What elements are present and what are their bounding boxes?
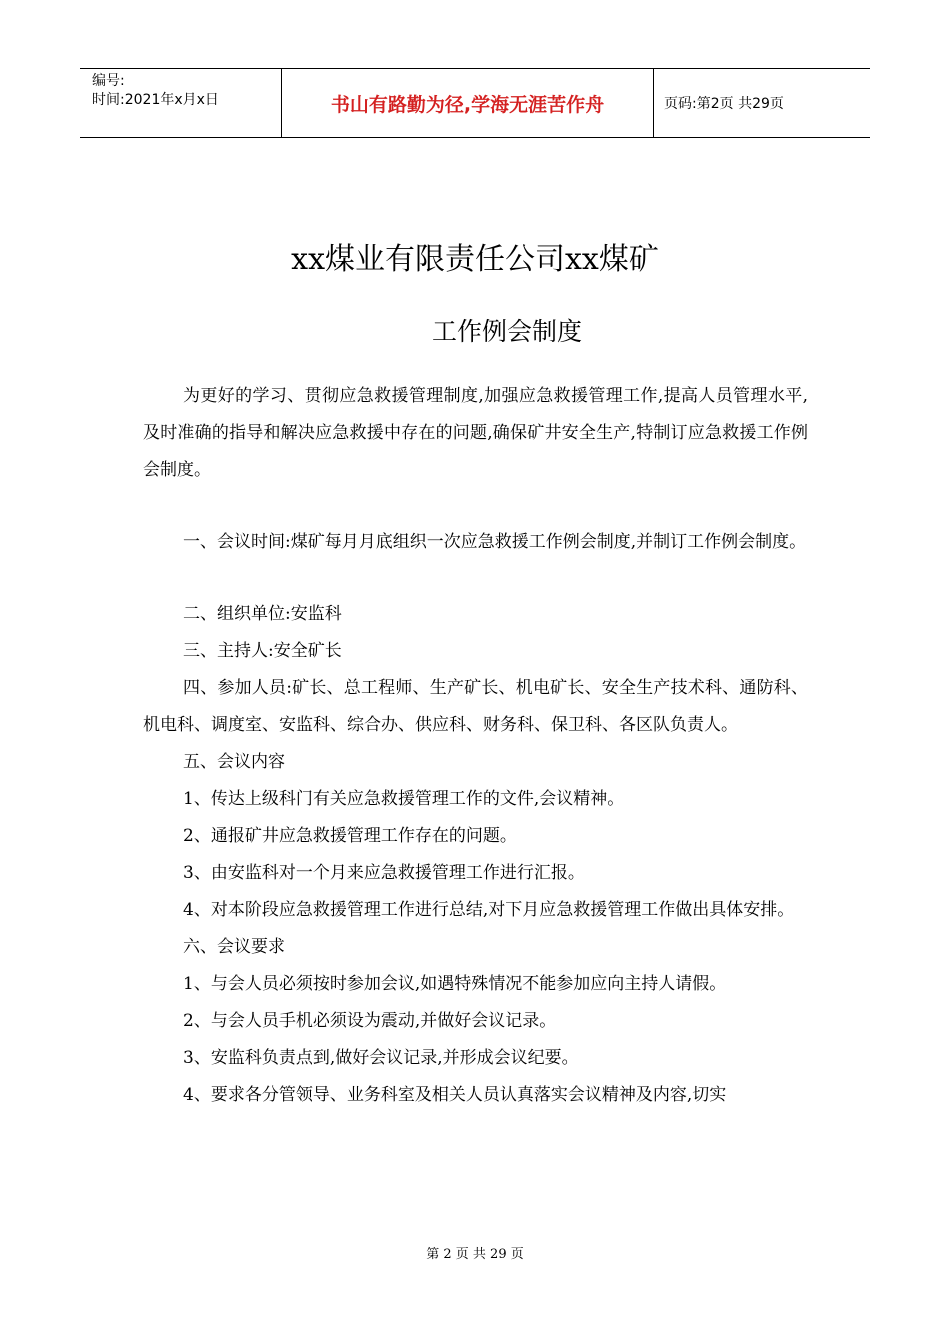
content-item: 4、对本阶段应急救援管理工作进行总结,对下月应急救援管理工作做出具体安排。 [183, 900, 795, 920]
header-motto: 书山有路勤为径,学海无涯苦作舟 [281, 69, 654, 137]
doc-date-label: 时间:2021年x月x日 [92, 92, 219, 108]
header-page-number: 页码:第2页 共29页 [664, 96, 784, 112]
requirement-item: 1、与会人员必须按时参加会议,如遇特殊情况不能参加应向主持人请假。 [183, 974, 727, 994]
document-subtitle: 工作例会制度 [432, 317, 583, 346]
section-requirements-heading: 六、会议要求 [183, 937, 285, 957]
content-item: 3、由安监科对一个月来应急救援管理工作进行汇报。 [183, 863, 585, 883]
content-item: 1、传达上级科门有关应急救援管理工作的文件,会议精神。 [183, 789, 625, 809]
paragraph-gap [143, 561, 808, 596]
page-header [80, 68, 870, 138]
document-body [143, 378, 808, 1114]
content-item: 2、通报矿井应急救援管理工作存在的问题。 [183, 826, 517, 846]
requirement-item: 2、与会人员手机必须设为震动,并做好会议记录。 [183, 1011, 557, 1031]
page-footer: 第 2 页 共 29 页 [426, 1247, 524, 1262]
header-meta [80, 69, 281, 137]
section-content-heading: 五、会议内容 [183, 752, 285, 772]
doc-code-label: 编号: [92, 73, 125, 89]
paragraph-gap [143, 489, 808, 524]
requirement-item: 4、要求各分管领导、业务科室及相关人员认真落实会议精神及内容,切实 [183, 1085, 727, 1105]
requirement-item: 3、安监科负责点到,做好会议记录,并形成会议纪要。 [183, 1048, 579, 1068]
document-title: xx煤业有限责任公司xx煤矿 [291, 242, 659, 277]
intro-paragraph: 为更好的学习、贯彻应急救援管理制度,加强应急救援管理工作,提高人员管理水平,及时准确的指导和解决应急救援中存在的问题,确保矿井安全生产,特制订应急救援工作例会制度。 [143, 386, 808, 480]
section-attendees: 四、参加人员:矿长、总工程师、生产矿长、机电矿长、安全生产技术科、通防科、机电科、调度室、安监科、综合办、供应科、财务科、保卫科、各区队负责人。 [143, 678, 808, 735]
section-meeting-time: 一、会议时间:煤矿每月月底组织一次应急救援工作例会制度,并制订工作例会制度。 [183, 532, 807, 552]
section-host: 三、主持人:安全矿长 [183, 641, 342, 661]
section-organizer: 二、组织单位:安监科 [183, 604, 342, 624]
